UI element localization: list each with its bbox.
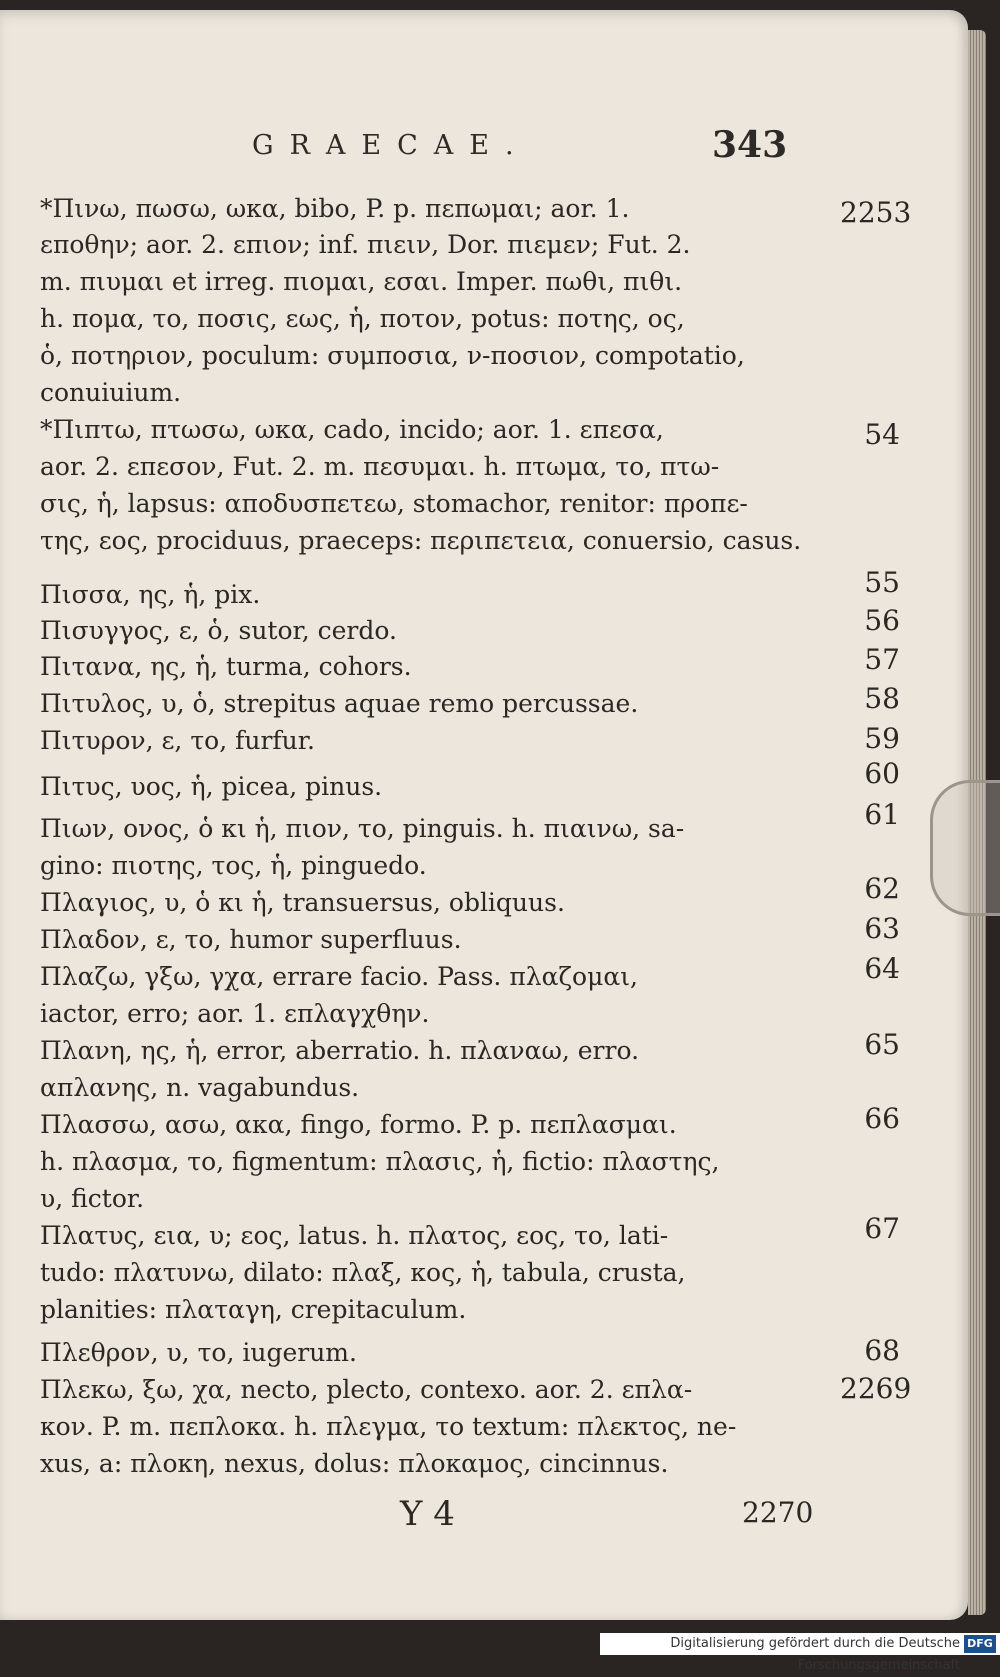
text-line: gino: πιοτης, τος, ἡ, pinguedo. bbox=[40, 851, 427, 880]
margin-number: 57 bbox=[864, 643, 900, 676]
digitization-credit bbox=[600, 1633, 1000, 1673]
text-line: σις, ἡ, lapsus: αποδυσπετεω, stomachor, renitor: προπε- bbox=[40, 489, 748, 518]
text-line: Πλαζω, γξω, γχα, errare facio. Pass. πλαζομαι, bbox=[40, 962, 638, 991]
text-line: Πλατυς, εια, υ; εος, latus. h. πλατος, εος, το, lati- bbox=[40, 1221, 669, 1250]
margin-number: 63 bbox=[864, 912, 900, 945]
text-line: h. πλασμα, το, figmentum: πλασις, ἡ, fictio: πλαστης, bbox=[40, 1147, 720, 1176]
text-line: Πισσα, ης, ἡ, pix. bbox=[40, 580, 261, 609]
text-line: tudo: πλατυνω, dilato: πλαξ, κος, ἡ, tabula, crusta, bbox=[40, 1258, 686, 1287]
text-line: *Πινω, πωσω, ωκα, bibo, P. p. πεπωμαι; aor. 1. bbox=[40, 194, 630, 223]
margin-number: 2269 bbox=[840, 1372, 912, 1405]
margin-number: 61 bbox=[864, 798, 900, 831]
text-line: Πισυγγος, ε, ὁ, sutor, cerdo. bbox=[40, 616, 397, 645]
margin-number: 62 bbox=[864, 872, 900, 905]
text-line: Πιτανα, ης, ἡ, turma, cohors. bbox=[40, 652, 412, 681]
margin-number: 66 bbox=[864, 1102, 900, 1135]
text-line: υ, fictor. bbox=[40, 1184, 145, 1213]
page-number: 343 bbox=[712, 124, 788, 166]
dfg-logo-icon: DFG bbox=[964, 1635, 996, 1653]
text-line: conuiuium. bbox=[40, 378, 182, 407]
page-clip bbox=[930, 780, 1000, 916]
text-line: Πιτυς, υος, ἡ, picea, pinus. bbox=[40, 772, 383, 801]
text-line: *Πιπτω, πτωσω, ωκα, cado, incido; aor. 1. επεσα, bbox=[40, 415, 664, 444]
margin-number: 58 bbox=[864, 682, 900, 715]
text-line: xus, a: πλοκη, nexus, dolus: πλοκαμος, cincinnus. bbox=[40, 1449, 669, 1478]
text-line: Πλασσω, ασω, ακα, fingo, formo. P. p. πεπλασμαι. bbox=[40, 1110, 677, 1139]
text-line: Πλεθρον, υ, το, iugerum. bbox=[40, 1338, 357, 1367]
text-line: της, εος, prociduus, praeceps: περιπετεια, conuersio, casus. bbox=[40, 526, 802, 555]
margin-number: 68 bbox=[864, 1334, 900, 1367]
text-line: aor. 2. επεσον, Fut. 2. m. πεσυμαι. h. πτωμα, το, πτω- bbox=[40, 452, 720, 481]
text-line: Πλαγιος, υ, ὁ κι ἡ, transuersus, obliquus. bbox=[40, 888, 565, 917]
margin-number: 54 bbox=[864, 418, 900, 451]
text-line: h. πομα, το, ποσις, εως, ἡ, ποτον, potus: ποτης, ος, bbox=[40, 304, 685, 333]
margin-number: 59 bbox=[864, 722, 900, 755]
margin-number: 64 bbox=[864, 952, 900, 985]
text-line: Πλαδον, ε, το, humor superfluus. bbox=[40, 925, 462, 954]
catchword: 2270 bbox=[742, 1496, 814, 1529]
credit-text: Digitalisierung gefördert durch die Deutsche Forschungsgemeinschaft bbox=[670, 1636, 960, 1673]
margin-number: 56 bbox=[864, 604, 900, 637]
text-line: Πιτυρον, ε, το, furfur. bbox=[40, 726, 315, 755]
margin-number: 60 bbox=[864, 757, 900, 790]
text-line: κον. P. m. πεπλοκα. h. πλεγμα, το textum: πλεκτος, ne- bbox=[40, 1412, 737, 1441]
margin-number: 65 bbox=[864, 1028, 900, 1061]
text-line: Πλανη, ης, ἡ, error, aberratio. h. πλαναω, erro. bbox=[40, 1036, 640, 1065]
text-line: Πλεκω, ξω, χα, necto, plecto, contexo. aor. 2. επλα- bbox=[40, 1375, 693, 1404]
text-line: Πιων, ονος, ὁ κι ἡ, πιον, το, pinguis. h. πιαινω, sa- bbox=[40, 814, 685, 843]
signature-mark: Y 4 bbox=[400, 1494, 455, 1534]
text-line: εποθην; aor. 2. επιον; inf. πιειν, Dor. πιεμεν; Fut. 2. bbox=[40, 230, 691, 259]
text-line: Πιτυλος, υ, ὁ, strepitus aquae remo percussae. bbox=[40, 689, 639, 718]
text-line: απλανης, n. vagabundus. bbox=[40, 1073, 360, 1102]
page-header bbox=[0, 124, 968, 170]
margin-number: 67 bbox=[864, 1212, 900, 1245]
margin-number: 55 bbox=[864, 566, 900, 599]
text-line: planities: πλαταγη, crepitaculum. bbox=[40, 1295, 467, 1324]
text-line: m. πιυμαι et irreg. πιομαι, εσαι. Imper. πωθι, πιθι. bbox=[40, 267, 683, 296]
text-line: iactor, erro; aor. 1. επλαγχθην. bbox=[40, 999, 430, 1028]
text-line: ὁ, ποτηριον, poculum: συμποσια, ν-ποσιον, compotatio, bbox=[40, 341, 745, 370]
running-title: GRAECAE. bbox=[252, 130, 530, 161]
margin-number: 2253 bbox=[840, 196, 912, 229]
